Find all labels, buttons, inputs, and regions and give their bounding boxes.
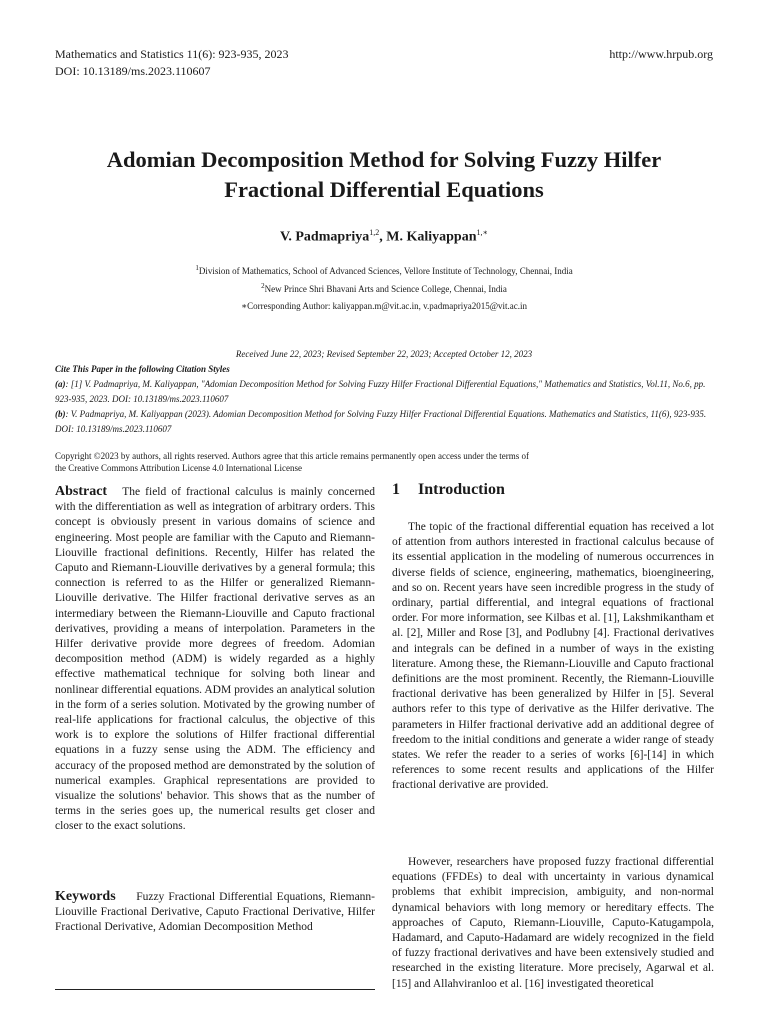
author-2-name: M. Kaliyappan: [386, 229, 477, 245]
citation-style-b-label: (b): [55, 409, 66, 419]
author-separator: ,: [379, 229, 387, 245]
citation-heading: Cite This Paper in the following Citation Styles: [55, 364, 230, 374]
author-1-affiliation-marker: 1,2: [369, 228, 380, 237]
affiliation-2: [40, 280, 728, 295]
affiliation-1-marker: 1: [195, 264, 199, 272]
section-number: 1: [392, 481, 400, 498]
author-1-name: V. Padmapriya: [280, 229, 370, 245]
abstract-heading: Abstract: [55, 484, 108, 499]
affiliation-1-text: Division of Mathematics, School of Advanced Sciences, Vellore Institute of Technology, Chennai, India: [198, 266, 573, 276]
copyright-notice: [55, 450, 715, 474]
citation-style-b-text: : V. Padmapriya, M. Kaliyappan (2023). Adomian Decomposition Method for Solving Fuzzy Hilfer Fractional Differential Equations. Mathematics and Statistics, 11(6), 923-935. DOI: 10.13189/ms.2023.110607: [55, 409, 707, 434]
title-line-1: Adomian Decomposition Method for Solving Fuzzy Hilfer: [106, 147, 662, 172]
citation-block: [55, 362, 715, 437]
citation-style-a-label: (a): [55, 379, 66, 389]
title-line-2: Fractional Differential Equations: [224, 177, 544, 202]
keywords-section: [55, 889, 375, 936]
author-list: [40, 228, 728, 246]
citation-style-a: [55, 377, 715, 407]
keywords-heading: Keywords: [55, 889, 116, 904]
abstract-text: The field of fractional calculus is mainly concerned with the differentiation as well as integration of arbitrary orders. This concept is obviously present in various domains of science and engineering. Most people are familiar with the Caputo and Riemann-Liouville fractional definitions. Recently, Hilfer has related the Caputo and Riemann-Liouville derivatives by a general formula; this connection is referred to as the Hilfer or generalized Riemann-Liouville derivative. The Hilfer fractional derivative serves as an intermediary between the Riemann-Liouville and Caputo fractional derivatives, providing a means of interpolation. Parameters in the Hilfer derivative provide more degrees of freedom. Adomian decomposition method (ADM) is widely regarded as a highly effective mathematical technique for solving both linear and nonlinear differential equations. ADM provides an analytical solution in the form of a series solution. Motivated by the growing number of real-life applications for fractional calculus, the objective of this work is to explore the solutions of Hilfer fractional differential equations in a fuzzy sense using the ADM. The efficiency and accuracy of the proposed method are demonstrated by the solution of numerical examples. Graphical representations are provided to visualize the solutions' behavior. This shows that as the number of terms in the series goes up, the numerical results get closer and closer to the exact solutions.: [55, 486, 376, 833]
introduction-paragraph-2: However, researchers have proposed fuzzy fractional differential equations (FFDEs) to deal with uncertainty in various dynamical problems that exhibit imprecision, ambiguity, and non-normal dynamical behaviors with long memory or hereditary effects. The approaches of Caputo, Riemann-Liouville, Caputo-Katugampola, Hadamard, and Caputo-Hadamard are widely recognized in the field of fuzzy fractional derivatives and have been extensively studied and researched in the existing literature. More precisely, Agarwal et al. [15] and Allahviranloo et al. [16] investigated theoretical: [392, 856, 714, 990]
section-title: Introduction: [418, 481, 505, 498]
corresponding-author: ∗Corresponding Author: kaliyappan.m@vit.ac.in, v.padmapriya2015@vit.ac.in: [240, 301, 528, 311]
keywords-text: Fuzzy Fractional Differential Equations, Riemann-Liouville Fractional Derivative, Caputo Fractional Derivative, Hilfer Fractional Derivative, Adomian Decomposition Method: [55, 891, 376, 934]
copyright-line-1: Copyright ©2023 by authors, all rights reserved. Authors agree that this article remains permanently open access under the terms of: [55, 451, 529, 461]
received-dates: Received June 22, 2023; Revised September 22, 2023; Accepted October 12, 2023: [235, 349, 533, 359]
citation-style-b: [55, 407, 715, 437]
journal-citation: Mathematics and Statistics 11(6): 923-935, 2023: [55, 47, 289, 61]
introduction-heading: [392, 481, 714, 499]
footnote-divider: [55, 989, 375, 990]
citation-style-a-text: : [1] V. Padmapriya, M. Kaliyappan, "Adomian Decomposition Method for Solving Fuzzy Hilfer Fractional Differential Equations," Mathematics and Statistics, Vol.11, No.6, pp. 923-935, 2023. DOI: 10.13189/ms.2023.110607: [55, 379, 706, 404]
paper-title: [40, 145, 728, 205]
copyright-line-2: the Creative Commons Attribution License 4.0 International License: [55, 463, 302, 473]
author-2-affiliation-marker: 1,∗: [476, 228, 488, 237]
affiliation-2-marker: 2: [261, 282, 265, 290]
affiliation-2-text: New Prince Shri Bhavani Arts and Science College, Chennai, India: [264, 284, 507, 294]
abstract-section: [55, 484, 375, 835]
journal-url[interactable]: http://www.hrpub.org: [609, 47, 713, 61]
journal-doi: DOI: 10.13189/ms.2023.110607: [55, 64, 211, 78]
introduction-paragraph-1: The topic of the fractional differential equation has received a lot of attention from authors interested in fractional calculus because of its essential application in the modeling of numerous occurrences in diverse fields of science, engineering, mathematics, bioengineering, and so on. Recent years have seen incredible progress in the study of ordinary, partial differential, and integral equations of fractional order. For more information, see Kilbas et al. [1], Lakshmikantham et al. [2], Miller and Rose [3], and Podlubny [4]. Fractional derivatives and integrals can be defined in a number of ways in the existing literature. Among these, the Riemann-Liouville and Caputo fractional definitions are the most prominent. Recently, the Riemann-Liouville fractional derivative has been generalized by Hilfer in [5]. Several authors refer to this type of derivative as the Hilfer derivative. The parameters in Hilfer fractional derivative add an additional degree of freedom to the initial conditions and generate a wider range of steady states. We refer the reader to a series of works [6]-[14] in which references to some recent results and applications of the Hilfer fractional derivative are provided.: [392, 521, 714, 792]
affiliation-1: [40, 262, 728, 277]
